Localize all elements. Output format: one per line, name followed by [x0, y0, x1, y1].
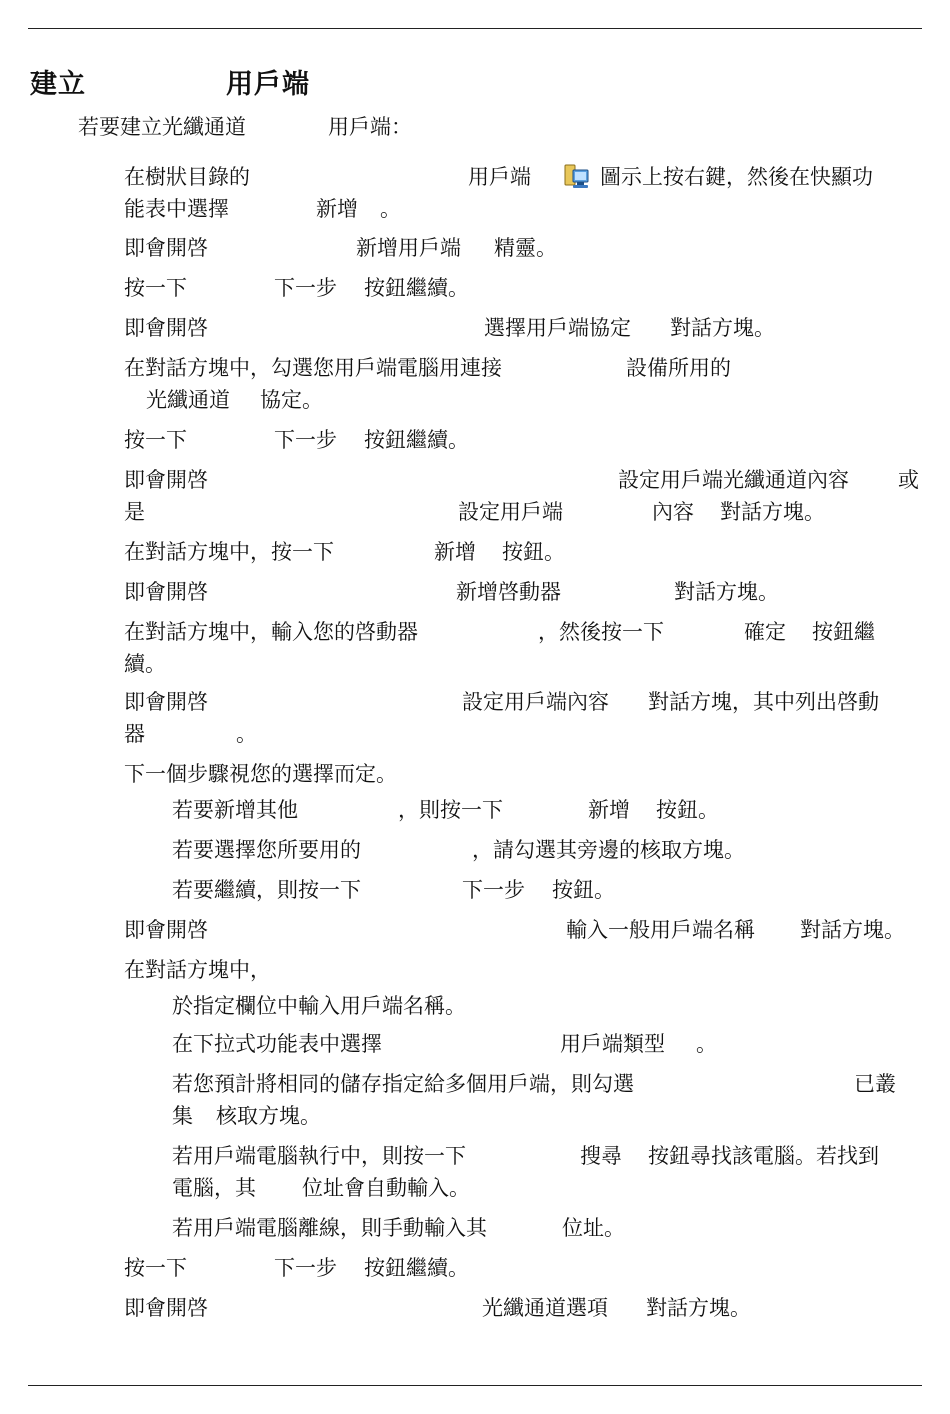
- step-text: 圖示上按右鍵，然後在快顯功: [600, 165, 873, 189]
- step-text: 新增啓動器: [456, 580, 561, 604]
- step-text: 若要新增其他: [172, 798, 298, 822]
- step-text: 已叢: [854, 1072, 896, 1096]
- step-text: 按一下: [124, 276, 187, 300]
- step-text: 是: [124, 500, 145, 524]
- step-text: 在下拉式功能表中選擇: [172, 1032, 382, 1056]
- step-text: 下一步: [462, 878, 525, 902]
- step-text: 若要選擇您所要用的: [172, 838, 361, 862]
- step-text: 電腦，其: [172, 1176, 256, 1200]
- step-text: 設備所用的: [626, 356, 731, 380]
- step-text: 新增用戶端: [356, 236, 461, 260]
- intro-text-b: 用戶端：: [328, 115, 412, 139]
- step-text: ，然後按一下: [538, 620, 664, 644]
- step-text: 在對話方塊中，勾選您用戶端電腦用連接: [124, 356, 502, 380]
- top-rule: [28, 28, 922, 29]
- step-text: 按鈕。: [502, 540, 565, 564]
- step-text: 設定用戶端: [458, 500, 563, 524]
- step-text: 續。: [124, 652, 166, 676]
- step-text: 按鈕。: [552, 878, 615, 902]
- step-text: 按鈕繼續。: [364, 428, 469, 452]
- step-text: 位址。: [562, 1216, 625, 1240]
- step-text: 即會開啓: [124, 1296, 208, 1320]
- step-text: 即會開啓: [124, 690, 208, 714]
- step-text: 對話方塊。: [720, 500, 825, 524]
- step-text: 下一步: [274, 1256, 337, 1280]
- step-text: 輸入一般用戶端名稱: [566, 918, 755, 942]
- step-text: 對話方塊。: [670, 316, 775, 340]
- step-text: 若您預計將相同的儲存指定給多個用戶端，則勾選: [172, 1072, 634, 1096]
- step-text: 器: [124, 722, 145, 746]
- step-text: 即會開啓: [124, 316, 208, 340]
- step-text: 新增: [434, 540, 476, 564]
- step-text: 協定。: [260, 388, 323, 412]
- step-text: 或: [898, 468, 919, 492]
- step-text: 在樹狀目錄的: [124, 165, 250, 189]
- step-text: 若用戶端電腦離線，則手動輸入其: [172, 1216, 487, 1240]
- step-text: 設定用戶端光纖通道內容: [618, 468, 849, 492]
- step-text: 在對話方塊中，按一下: [124, 540, 334, 564]
- step-text: 按鈕繼續。: [364, 276, 469, 300]
- step-text: 在對話方塊中，: [124, 958, 271, 982]
- step-text: 按鈕繼續。: [364, 1256, 469, 1280]
- step-text: 即會開啓: [124, 236, 208, 260]
- step-text: 即會開啓: [124, 580, 208, 604]
- step-text: 按一下: [124, 428, 187, 452]
- bottom-rule: [28, 1385, 922, 1386]
- step-text: 確定: [744, 620, 786, 644]
- step-text: ，請勾選其旁邊的核取方塊。: [472, 838, 745, 862]
- step-text: 新增: [316, 197, 358, 221]
- step-text: 對話方塊，其中列出啓動: [648, 690, 879, 714]
- step-text: 用戶端類型: [560, 1032, 665, 1056]
- step-text: 按鈕繼: [812, 620, 875, 644]
- step-text: 能表中選擇: [124, 197, 229, 221]
- step-text: 若要繼續，則按一下: [172, 878, 361, 902]
- step-text: 在對話方塊中，輸入您的啓動器: [124, 620, 418, 644]
- heading-part-2: 用戶端: [226, 69, 310, 100]
- step-text: 下一步: [274, 428, 337, 452]
- step-text: 設定用戶端內容: [462, 690, 609, 714]
- step-text: 核取方塊。: [216, 1104, 321, 1128]
- step-text: 即會開啓: [124, 918, 208, 942]
- step-text: 下一個步驟視您的選擇而定。: [124, 762, 397, 786]
- step-text: 於指定欄位中輸入用戶端名稱。: [172, 994, 466, 1018]
- step-text: 。: [380, 197, 401, 221]
- step-text: 位址會自動輸入。: [302, 1176, 470, 1200]
- step-text: 對話方塊。: [646, 1296, 751, 1320]
- step-text: 新增: [588, 798, 630, 822]
- step-text: 。: [236, 722, 257, 746]
- step-text: 按鈕尋找該電腦。若找到: [648, 1144, 879, 1168]
- step-text: ，則按一下: [398, 798, 503, 822]
- intro-text-a: 若要建立光纖通道: [78, 115, 246, 139]
- step-text: 。: [696, 1032, 717, 1056]
- step-text: 用戶端: [468, 165, 531, 189]
- step-text: 光纖通道: [146, 388, 230, 412]
- step-text: 若用戶端電腦執行中，則按一下: [172, 1144, 466, 1168]
- step-text: 對話方塊。: [674, 580, 779, 604]
- step-text: 按一下: [124, 1256, 187, 1280]
- step-text: 選擇用戶端協定: [484, 316, 631, 340]
- computer-client-icon: [562, 163, 592, 191]
- step-text: 光纖通道選項: [482, 1296, 608, 1320]
- step-text: 對話方塊。: [800, 918, 905, 942]
- step-text: 精靈。: [494, 236, 557, 260]
- step-text: 即會開啓: [124, 468, 208, 492]
- step-text: 集: [172, 1104, 193, 1128]
- section-heading: [30, 62, 310, 101]
- step-text: 下一步: [274, 276, 337, 300]
- step-text: 內容: [652, 500, 694, 524]
- step-text: 搜尋: [580, 1144, 622, 1168]
- heading-part-1: 建立: [30, 69, 86, 100]
- step-text: 按鈕。: [656, 798, 719, 822]
